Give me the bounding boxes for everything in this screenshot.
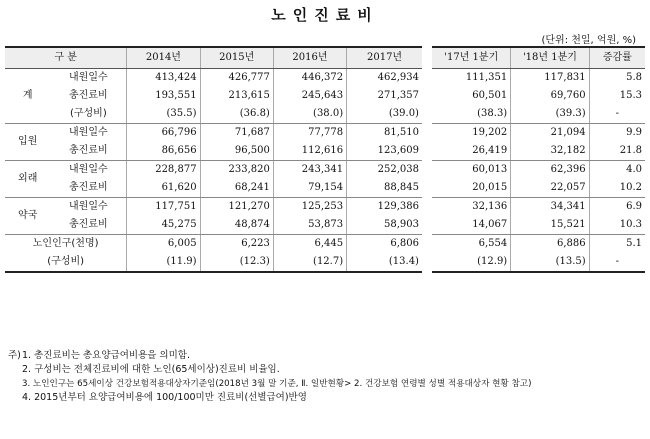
table-row — [5, 216, 645, 235]
group-label-inpatient: 입원 — [5, 124, 50, 161]
cell-value: 32,136 — [472, 201, 508, 212]
footnote-text: 1. 총진료비는 총요양급여비용을 의미함. — [22, 350, 190, 361]
cell-value: 6,806 — [347, 235, 422, 254]
cell-value: 62,396 — [511, 161, 589, 180]
cell-value: 60,501 — [472, 90, 508, 101]
cell-value: 123,609 — [347, 142, 422, 161]
header-row — [5, 47, 645, 69]
cell-value: 426,777 — [200, 69, 273, 88]
cell-value: (38.0) — [273, 105, 346, 124]
row-label: 총진료비 — [69, 90, 108, 101]
table-row — [5, 198, 645, 217]
cell-value: 20,015 — [432, 179, 510, 198]
table-row — [5, 105, 645, 124]
cell-rate: 5.8 — [589, 69, 645, 88]
elderly-medical-cost-table — [5, 46, 645, 273]
cell-rate: 6.9 — [589, 198, 645, 217]
table-row — [5, 142, 645, 161]
cell-value: 66,796 — [127, 124, 200, 143]
cell-value: 233,820 — [200, 161, 273, 180]
cell-value: 6,445 — [273, 235, 346, 254]
footnote — [8, 363, 531, 377]
cell-value: 6,554 — [478, 238, 508, 249]
header-year: 2016년 — [273, 47, 346, 69]
cell-value: (11.9) — [127, 253, 200, 272]
cell-value: 6,886 — [511, 235, 589, 254]
cell-value: 21,094 — [511, 124, 589, 143]
cell-value: 60,013 — [472, 164, 508, 175]
cell-value: 61,620 — [127, 179, 200, 198]
group-label-outpatient: 외래 — [5, 161, 50, 198]
row-label-population: 노인인구(천명) — [32, 238, 99, 249]
cell-value: 413,424 — [127, 69, 200, 88]
cell-value: 45,275 — [127, 216, 200, 235]
cell-value: 14,067 — [432, 216, 510, 235]
table-row — [5, 253, 645, 272]
cell-value: 213,615 — [200, 87, 273, 105]
unit-label: (단위: 천일, 억원, %) — [541, 35, 636, 46]
row-label: 내원일수 — [69, 164, 108, 175]
row-label: 총진료비 — [50, 179, 126, 198]
row-label: 총진료비 — [50, 216, 126, 235]
cell-value: 34,341 — [511, 198, 589, 217]
cell-value: 6,223 — [200, 235, 273, 254]
cell-value: 68,241 — [200, 179, 273, 198]
table-row — [5, 124, 645, 143]
footnote-text: 2. 구성비는 전체진료비에 대한 노인(65세이상)진료비 비율임. — [22, 364, 280, 375]
row-label: (구성비) — [50, 105, 126, 124]
table-row — [5, 179, 645, 198]
cell-rate: 21.8 — [589, 142, 645, 161]
cell-value: (38.3) — [432, 105, 510, 124]
group-label-pharmacy: 약국 — [5, 198, 50, 235]
cell-value: 125,253 — [273, 198, 346, 217]
cell-value: 111,351 — [465, 72, 508, 83]
cell-value: 228,877 — [127, 161, 200, 180]
header-year: 2015년 — [200, 47, 273, 69]
cell-value: 462,934 — [347, 69, 422, 88]
cell-value: 446,372 — [273, 69, 346, 88]
row-label: 내원일수 — [69, 72, 108, 83]
cell-rate: 4.0 — [589, 161, 645, 180]
header-year: 2014년 — [127, 47, 200, 69]
cell-value: 22,057 — [511, 179, 589, 198]
cell-value: 79,154 — [273, 179, 346, 198]
footnote-text: 3. 노인인구는 65세이상 건강보험적용대상자기준임(2018년 3월 말 기준, Ⅱ. 일반현황> 2. 건강보험 연령별 성별 적용대상자 현황 참고) — [22, 379, 532, 389]
cell-value: 243,341 — [273, 161, 346, 180]
footnote-text: 4. 2015년부터 요양급여비용에 100/100미만 진료비(선별급여)반영 — [22, 392, 307, 403]
footnote — [8, 377, 531, 391]
cell-value: 117,831 — [511, 69, 589, 88]
cell-value: (39.3) — [511, 105, 589, 124]
row-label: 내원일수 — [69, 201, 108, 212]
footnotes — [8, 349, 531, 405]
cell-rate: 10.3 — [589, 216, 645, 235]
cell-value: 19,202 — [472, 127, 508, 138]
cell-value: 96,500 — [200, 142, 273, 161]
cell-value: 245,643 — [273, 87, 346, 105]
cell-value: 88,845 — [347, 179, 422, 198]
cell-value: 15,521 — [511, 216, 589, 235]
cell-rate: 15.3 — [589, 87, 645, 105]
cell-value: 129,386 — [347, 198, 422, 217]
row-label-population-ratio: (구성비) — [5, 253, 127, 272]
cell-value: 117,751 — [127, 198, 200, 217]
cell-value: (13.4) — [347, 253, 422, 272]
cell-value: (12.9) — [432, 253, 510, 272]
cell-value: 86,656 — [127, 142, 200, 161]
header-change-rate: 증감률 — [589, 47, 645, 69]
table-row — [5, 161, 645, 180]
cell-value: (12.3) — [200, 253, 273, 272]
header-category: 구 분 — [5, 47, 127, 69]
footnote — [8, 349, 531, 363]
cell-value: 6,005 — [127, 235, 200, 254]
cell-value: 121,270 — [200, 198, 273, 217]
cell-value: 252,038 — [347, 161, 422, 180]
header-quarter: '18년 1분기 — [511, 47, 589, 69]
table-row — [5, 87, 645, 105]
page-title: 노인진료비 — [271, 6, 379, 24]
footnote-mark: 주) — [8, 350, 21, 361]
cell-value: (35.5) — [127, 105, 200, 124]
cell-rate: - — [589, 253, 645, 272]
group-label-total: 계 — [5, 69, 50, 124]
cell-rate: 9.9 — [589, 124, 645, 143]
cell-value: (13.5) — [511, 253, 589, 272]
cell-value: 53,873 — [273, 216, 346, 235]
cell-value: 193,551 — [127, 87, 200, 105]
cell-value: (36.8) — [200, 105, 273, 124]
header-year: 2017년 — [347, 47, 422, 69]
row-label: 총진료비 — [50, 142, 126, 161]
footnote — [8, 391, 531, 405]
cell-rate: 10.2 — [589, 179, 645, 198]
cell-rate: - — [589, 105, 645, 124]
cell-value: 71,687 — [200, 124, 273, 143]
cell-value: 112,616 — [273, 142, 346, 161]
row-label: 내원일수 — [69, 127, 108, 138]
cell-value: (39.0) — [347, 105, 422, 124]
cell-value: 271,357 — [347, 87, 422, 105]
table-row — [5, 69, 645, 88]
header-quarter: '17년 1분기 — [432, 47, 510, 69]
cell-value: (12.7) — [273, 253, 346, 272]
cell-value: 81,510 — [347, 124, 422, 143]
column-gap — [422, 47, 432, 69]
cell-value: 58,903 — [347, 216, 422, 235]
cell-value: 77,778 — [273, 124, 346, 143]
cell-value: 48,874 — [200, 216, 273, 235]
cell-value: 32,182 — [511, 142, 589, 161]
table-row — [5, 235, 645, 254]
cell-value: 26,419 — [432, 142, 510, 161]
cell-value: 69,760 — [511, 87, 589, 105]
cell-rate: 5.1 — [589, 235, 645, 254]
